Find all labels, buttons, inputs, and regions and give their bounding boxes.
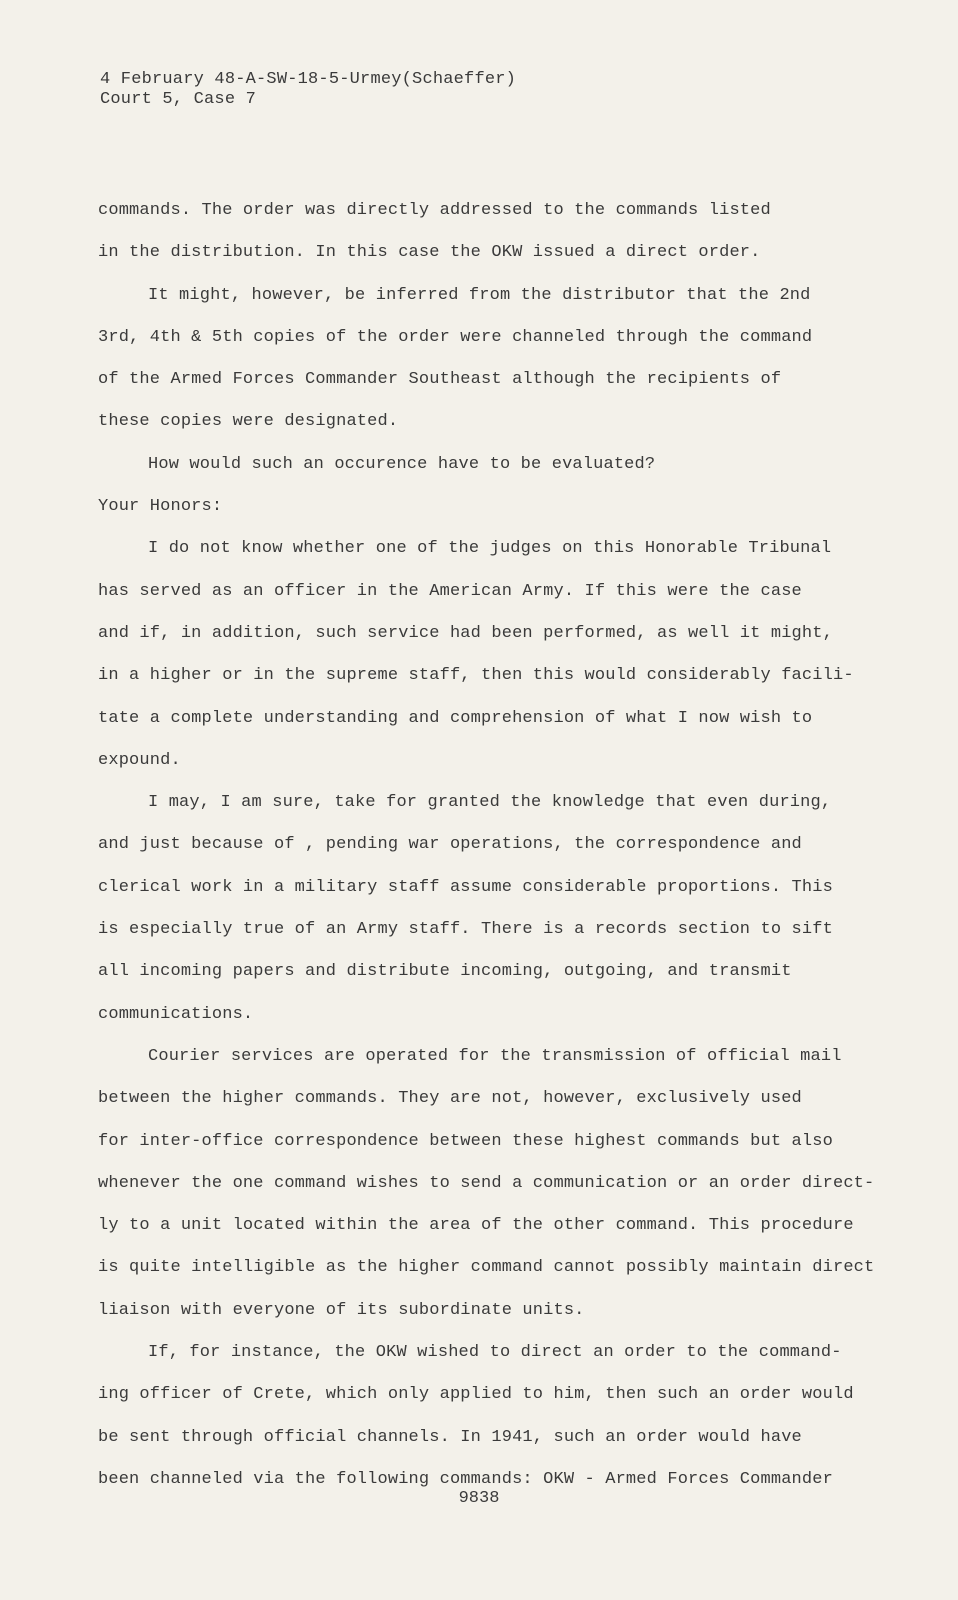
- body-line: If, for instance, the OKW wished to direct an order to the command-: [148, 1343, 842, 1363]
- body-line: is especially true of an Army staff. There is a records section to sift: [98, 920, 833, 940]
- body-line: has served as an officer in the American Army. If this were the case: [98, 581, 802, 601]
- body-line: for inter-office correspondence between these highest commands but also: [98, 1131, 833, 1151]
- document-header: [100, 70, 516, 110]
- body-line: expound.: [98, 750, 181, 770]
- header-reference-line: 4 February 48-A-SW-18-5-Urmey(Schaeffer): [100, 70, 517, 89]
- header-court-line: Court 5, Case 7: [100, 90, 257, 109]
- body-line: in the distribution. In this case the OKW issued a direct order.: [98, 243, 761, 263]
- body-line: ing officer of Crete, which only applied to him, then such an order would: [98, 1385, 854, 1405]
- body-line: and just because of , pending war operations, the correspondence and: [98, 835, 802, 855]
- body-line: 3rd, 4th & 5th copies of the order were channeled through the command: [98, 327, 813, 347]
- body-line: clerical work in a military staff assume considerable proportions. This: [98, 877, 833, 897]
- body-line: communications.: [98, 1004, 254, 1024]
- body-line: is quite intelligible as the higher command cannot possibly maintain direct: [98, 1258, 875, 1278]
- body-line: these copies were designated.: [98, 412, 399, 432]
- body-line: of the Armed Forces Commander Southeast although the recipients of: [98, 370, 782, 390]
- body-line: in a higher or in the supreme staff, then this would considerably facili-: [98, 666, 854, 686]
- body-line: and if, in addition, such service had been performed, as well it might,: [98, 623, 833, 643]
- body-line: be sent through official channels. In 1941, such an order would have: [98, 1427, 802, 1447]
- document-body: [98, 190, 888, 1501]
- page-number: 9838: [458, 1489, 500, 1508]
- body-line: ly to a unit located within the area of the other command. This procedure: [98, 1216, 854, 1236]
- body-line: I may, I am sure, take for granted the knowledge that even during,: [148, 793, 832, 813]
- body-line: been channeled via the following commands: OKW - Armed Forces Commander: [98, 1469, 833, 1489]
- body-line: all incoming papers and distribute incoming, outgoing, and transmit: [98, 962, 792, 982]
- body-line: I do not know whether one of the judges on this Honorable Tribunal: [148, 539, 832, 559]
- body-line: whenever the one command wishes to send a communication or an order direct-: [98, 1173, 875, 1193]
- body-line: Your Honors:: [98, 497, 223, 517]
- body-line: commands. The order was directly addressed to the commands listed: [98, 201, 771, 220]
- body-line: Courier services are operated for the transmission of official mail: [148, 1046, 842, 1066]
- body-line: tate a complete understanding and comprehension of what I now wish to: [98, 708, 813, 728]
- body-line: between the higher commands. They are not, however, exclusively used: [98, 1089, 802, 1109]
- body-line: It might, however, be inferred from the distributor that the 2nd: [148, 285, 811, 305]
- body-line: liaison with everyone of its subordinate units.: [98, 1300, 585, 1320]
- body-line: How would such an occurence have to be evaluated?: [148, 454, 656, 474]
